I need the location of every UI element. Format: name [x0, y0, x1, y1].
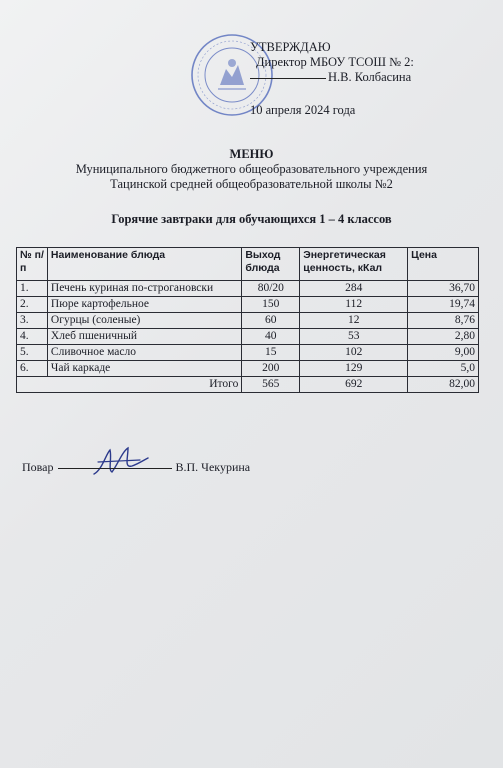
cell-name: Хлеб пшеничный [47, 329, 241, 345]
approval-name: Н.В. Колбасина [328, 70, 412, 84]
cell-energy: 53 [300, 329, 408, 345]
table-row [17, 297, 479, 313]
table-total-row [17, 377, 479, 393]
table-row [17, 313, 479, 329]
table-row [17, 329, 479, 345]
cell-output: 60 [242, 313, 300, 329]
cell-num: 1. [17, 281, 48, 297]
cell-price: 5,0 [408, 361, 479, 377]
cook-signature-line [58, 468, 172, 469]
cell-output: 200 [242, 361, 300, 377]
approval-name-line [250, 70, 414, 85]
approval-signature-line [250, 78, 326, 79]
cell-name: Печень куриная по-строгановски [47, 281, 241, 297]
total-price: 82,00 [408, 377, 479, 393]
menu-table [16, 247, 479, 393]
cell-num: 5. [17, 345, 48, 361]
cell-price: 36,70 [408, 281, 479, 297]
org-name-line1: Муниципального бюджетного общеобразовательного учреждения [75, 162, 428, 176]
cell-output: 150 [242, 297, 300, 313]
table-row [17, 361, 479, 377]
approval-date: 10 апреля 2024 года [250, 103, 356, 117]
approval-block [250, 40, 414, 118]
cell-name: Чай каркаде [47, 361, 241, 377]
cell-name: Сливочное масло [47, 345, 241, 361]
cell-price: 9,00 [408, 345, 479, 361]
approval-position: Директор МБОУ ТСОШ № 2: [256, 55, 414, 69]
col-header-name: Наименование блюда [47, 248, 241, 281]
cook-role: Повар [22, 460, 54, 474]
cell-name: Пюре картофельное [47, 297, 241, 313]
approval-title: УТВЕРЖДАЮ [250, 40, 331, 54]
cell-energy: 102 [300, 345, 408, 361]
cell-energy: 12 [300, 313, 408, 329]
cell-output: 40 [242, 329, 300, 345]
cell-num: 4. [17, 329, 48, 345]
cook-name: В.П. Чекурина [175, 460, 251, 474]
col-header-output: Выход блюда [242, 248, 300, 281]
cell-num: 6. [17, 361, 48, 377]
total-label: Итого [17, 377, 242, 393]
table-header-row [17, 248, 479, 281]
total-energy: 692 [300, 377, 408, 393]
cell-energy: 129 [300, 361, 408, 377]
col-header-energy: Энергетическая ценность, кКал [300, 248, 408, 281]
col-header-num: № п/п [17, 248, 48, 281]
cell-price: 8,76 [408, 313, 479, 329]
cell-num: 3. [17, 313, 48, 329]
cook-signature-block [22, 460, 250, 475]
table-row [17, 281, 479, 297]
cell-energy: 284 [300, 281, 408, 297]
cell-output: 15 [242, 345, 300, 361]
menu-subtitle: Горячие завтраки для обучающихся 1 – 4 классов [111, 212, 392, 226]
cell-output: 80/20 [242, 281, 300, 297]
total-output: 565 [242, 377, 300, 393]
cell-num: 2. [17, 297, 48, 313]
col-header-price: Цена [408, 248, 479, 281]
org-name-line2: Тацинской средней общеобразовательной школы №2 [110, 177, 393, 191]
cell-name: Огурцы (соленые) [47, 313, 241, 329]
menu-title: МЕНЮ [229, 147, 274, 161]
cell-price: 19,74 [408, 297, 479, 313]
cell-energy: 112 [300, 297, 408, 313]
cell-price: 2,80 [408, 329, 479, 345]
table-row [17, 345, 479, 361]
